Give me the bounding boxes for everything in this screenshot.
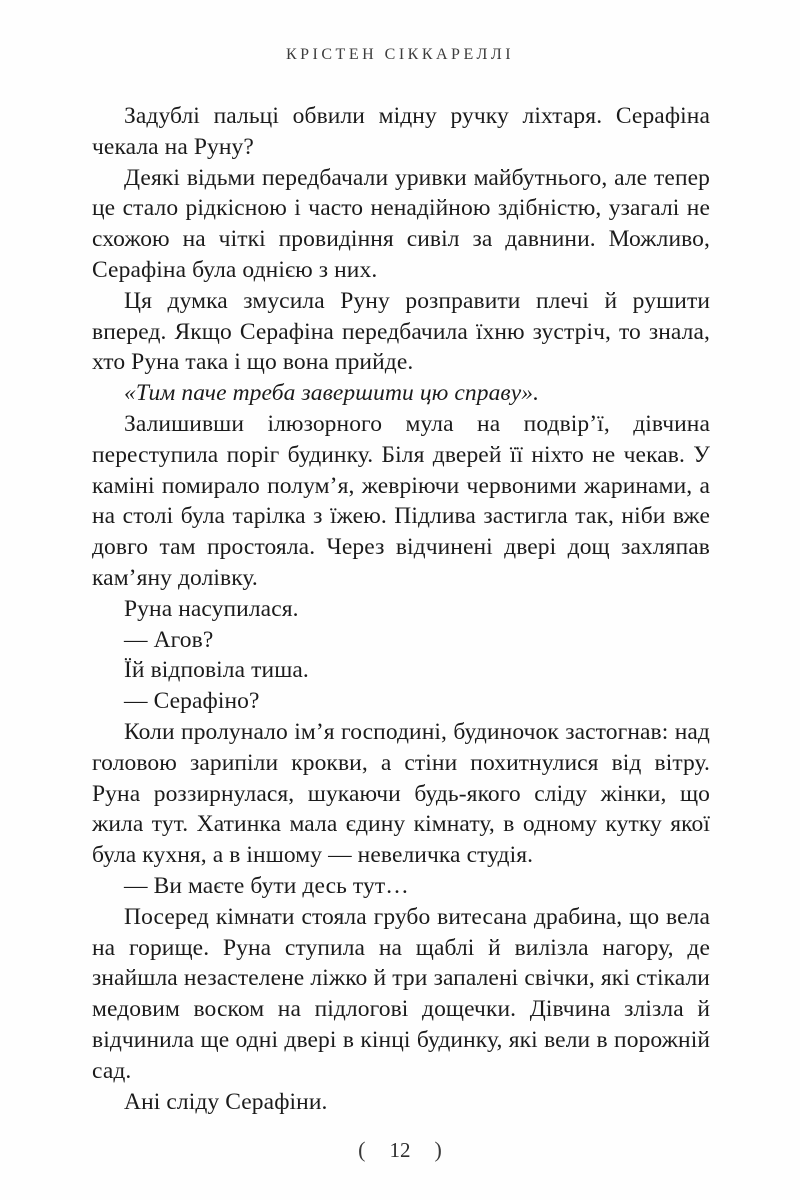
paragraph: Руна насупилася. [124,595,299,622]
page-body [92,101,710,1117]
paragraph: Ця думка змусила Руну розправити плечі й рушити вперед. Якщо Серафіна передбачила їхню зустріч, то знала, хто Руна така і що вона прийде. [92,287,710,376]
paragraph-italic-quote: «Тим паче треба завершити цю справу». [124,380,540,407]
page-number-open-paren: ( [358,1137,366,1162]
paragraph: Коли пролунало ім’я господині, будиночок застогнав: над головою зарипіли крокви, а стіни похитнулися від вітру. Руна роззирнулася, шукаючи будь-якого сліду жінки, що жила тут. Хатинка мала єдину кімнату, в одному кутку якої була кухня, а в іншому — невеличка студія. [92,718,710,869]
paragraph: Залишивши ілюзорного мула на подвір’ї, дівчина переступила поріг будинку. Біля дверей її ніхто не чекав. У каміні помирало полум’я, жевріючи червоними жаринами, а на столі була тарілка з їжею. Підлива застигла так, ніби вже довго там простояла. Через відчинені двері дощ захляпав кам’яну долівку. [92,410,710,591]
paragraph: Задублі пальці обвили мідну ручку ліхтаря. Серафіна чекала на Руну? [92,103,710,160]
paragraph: — Серафіно? [124,688,260,715]
paragraph: Деякі відьми передбачали уривки майбутнього, але тепер це стало рідкісною і часто ненадійною здібністю, узагалі не схожою на чіткі провидіння сивіл за давнини. Можливо, Серафіна була однією з них. [92,164,710,283]
page-number-close-paren: ) [434,1137,442,1162]
paragraph: — Ви маєте бути десь тут… [124,872,409,899]
running-header: КРІСТЕН СІККАРЕЛЛІ [285,46,515,63]
page-number: 12 [389,1138,411,1162]
paragraph: — Агов? [124,626,214,653]
paragraph: Їй відповіла тиша. [124,657,309,684]
paragraph: Посеред кімнати стояла грубо витесана драбина, що вела на горище. Руна ступила на щаблі й вилізла нагору, де знайшла незастелене ліжко й три запалені свічки, які стікали медовим воском на підлогові дощечки. Дівчина злізла й відчинила ще одні двері в кінці будинку, які вели в порожній сад. [92,903,710,1084]
page-footer [0,1137,800,1163]
paragraph: Ані сліду Серафіни. [124,1088,328,1115]
